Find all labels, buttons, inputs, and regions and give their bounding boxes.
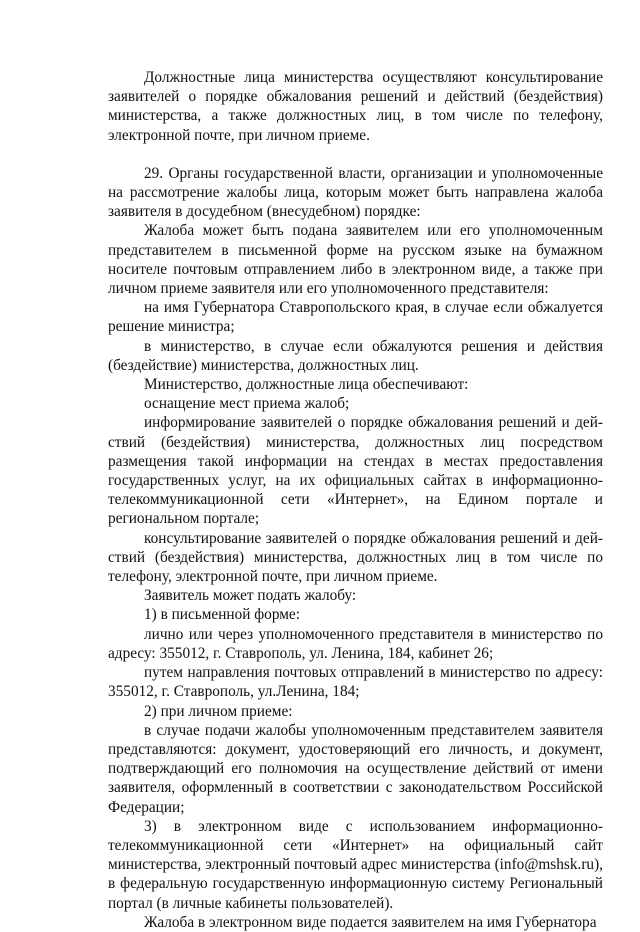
paragraph-electronic-complaint: Жалоба в электронном виде подается заявителем на имя Губернатора bbox=[144, 913, 597, 931]
paragraph-to-ministry: в министерство, в случае если обжалуются решения и действия (бездействие) министерства, должностных лиц. bbox=[108, 337, 603, 374]
paragraph-complaint-submission: Жалоба может быть подана заявителем или его уполномоченным представителем в письменной форме на русском языке на бумажном носителе почтовым отправлением либо в электронном виде, а также при личном приеме заявителя или его уполномоченного представителя: bbox=[108, 222, 603, 298]
paragraph-personal-reception: 2) при личном приеме: bbox=[144, 702, 293, 720]
paragraph-written-form: 1) в письменной форме: bbox=[144, 606, 300, 624]
paragraph-by-post: путем направления почтовых отправлений в министерство по адресу: 355012, г. Ставрополь, ул.Ленина, 184; bbox=[108, 664, 603, 701]
paragraph-item-29: 29. Органы государственной власти, организации и уполномоченные на рассмотрение жалобы лица, которым может быть направлена жалоба заявителя в досудебном (внесудебном) порядке: bbox=[108, 164, 603, 221]
paragraph-in-person-address: лично или через уполномоченного представителя в министерство по адресу: 355012, г. Ставрополь, ул. Ленина, 184, кабинет 26; bbox=[108, 625, 603, 662]
paragraph-equipping-places: оснащение мест приема жалоб; bbox=[144, 395, 350, 413]
paragraph-applicant-may-file: Заявитель может подать жалобу: bbox=[144, 587, 357, 605]
paragraph-representative-documents: в случае подачи жалобы уполномоченным представителем заявителя представляются: документ, удостоверяющий его личность, и документ, подтверждающий его полномочия на осуществление действий от имени заявителя, оформленный в соответствии с законодательством Российской Федерации; bbox=[108, 721, 603, 816]
paragraph-ministry-provides: Министерство, должностные лица обеспечивают: bbox=[144, 376, 469, 394]
paragraph-electronic-form: 3) в электронном виде с использованием информационно-телекоммуникационной сети «Интернет» на официальный сайт министерства, электронный почтовый адрес министерства (info@mshsk.ru), в федеральную государственную информационную систему Региональный портал (в личные кабинеты пользователей). bbox=[108, 817, 603, 912]
paragraph-consulting-applicants: консультирование заявителей о порядке обжалования решений и действий (бездействия) министерства, должностных лиц в том числе по телефону, электронной почте, при личном приеме. bbox=[108, 529, 603, 586]
paragraph-to-governor: на имя Губернатора Ставропольского края, в случае если обжалуется решение министра; bbox=[108, 299, 603, 336]
paragraph-officials-consulting: Должностные лица министерства осуществляют консультирование заявителей о порядке обжалования решений и действий (бездействия) министерства, а также должностных лиц, в том числе по телефону, электронной почте, при личном приеме. bbox=[108, 69, 603, 144]
paragraph-spacer bbox=[108, 145, 603, 164]
paragraph-informing-applicants: информирование заявителей о порядке обжалования решений и действий (бездействия) министерства, должностных лиц посредством размещения такой информации на стендах в местах предоставления государственных услуг, на их официальных сайтах в информационно-телекоммуникационной сети «Интернет», на Едином портале и региональном портале; bbox=[108, 414, 603, 528]
